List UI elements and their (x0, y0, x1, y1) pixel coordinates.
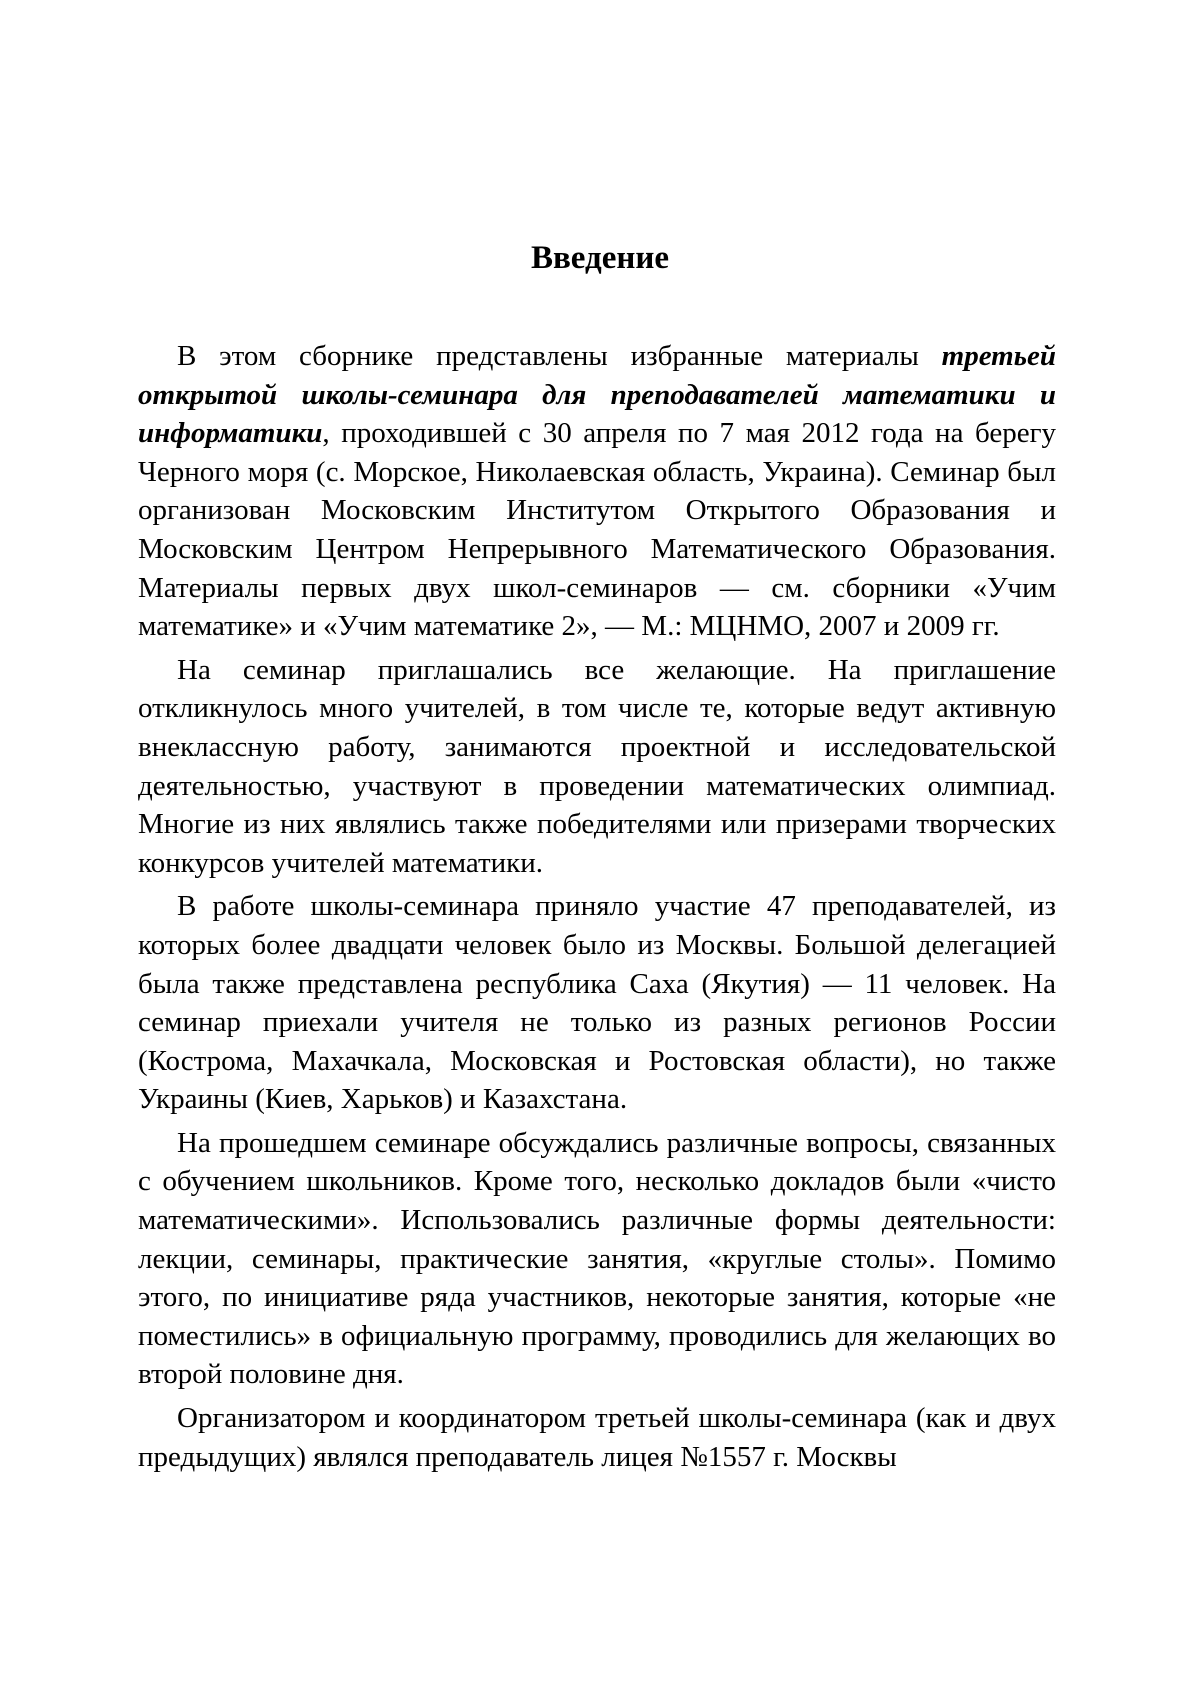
paragraph-2: На семинар приглашались все желающие. На приглашение откликнулось много учителей, в том числе те, которые ведут активную внеклассную работу, занимаются проектной и исследовательской деятельностью, участвуют в проведении математических олимпиад. Многие из них являлись также победителями или призерами творческих конкурсов учителей математики. (138, 653, 1056, 879)
paragraph-1-rest: , проходившей с 30 апреля по 7 мая 2012 года на берегу Черного моря (с. Морское, Николаевская область, Украина). Семинар был организован Московским Институтом Открытого Образования и Московским Центром Непрерывного Математического Образования. Материалы первых двух школ-семинаров — см. сборники «Учим математике» и «Учим математике 2», — М.: МЦНМО, 2007 и 2009 гг. (138, 417, 1056, 643)
body-text (138, 337, 1056, 1476)
paragraph-4: На прошедшем семинаре обсуждались различные вопросы, связанных с обучением школьников. Кроме того, несколько докладов были «чисто математическими». Использовались различные формы деятельности: лекции, семинары, практические занятия, «круглые столы». Помимо этого, по инициативе ряда участников, некоторые занятия, которые «не поместились» в официальную программу, проводились для желающих во второй половине дня. (138, 1126, 1056, 1391)
paragraph-1 (138, 337, 1056, 646)
page-title: Введение (530, 240, 670, 276)
paragraph-1-emphasis: третьей открытой школы-семинара для преподавателей математики и информатики (138, 340, 1056, 450)
paragraph-3: В работе школы-семинара приняло участие 47 преподавателей, из которых более двадцати человек было из Москвы. Большой делегацией была также представлена республика Саха (Якутия) — 11 человек. На семинар приехали учителя не только из разных регионов России (Кострома, Махачкала, Московская и Ростовская области), но также Украины (Киев, Харьков) и Казахстана. (138, 890, 1056, 1116)
paragraph-5: Организатором и координатором третьей школы-семинара (как и двух предыдущих) являлся преподаватель лицея №1557 г. Москвы (138, 1402, 1056, 1473)
paragraph-1-intro: В этом сборнике представлены избранные материалы (177, 340, 942, 372)
